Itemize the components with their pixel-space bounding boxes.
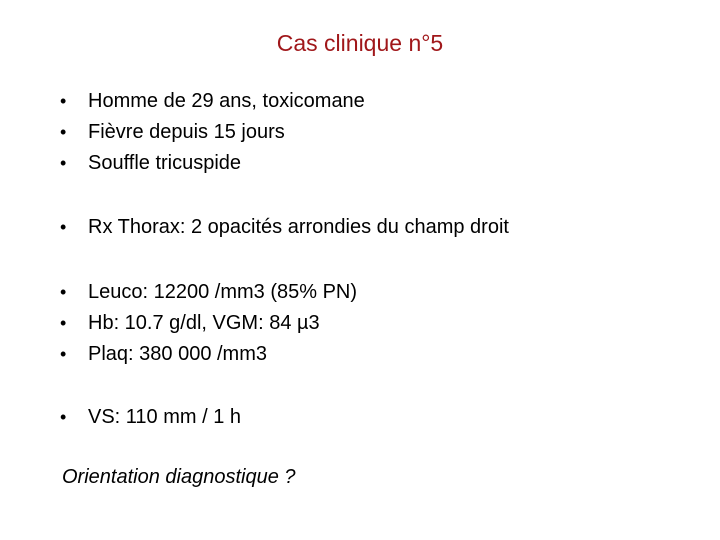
- list-item: [60, 212, 509, 243]
- list-item-text: Homme de 29 ans, toxicomane: [88, 90, 365, 112]
- list-item-text: Leuco: 12200 /mm3 (85% PN): [88, 281, 358, 303]
- bullet-icon: •: [60, 313, 67, 333]
- bullet-icon: •: [60, 407, 67, 427]
- patient-history-list: [60, 86, 365, 179]
- bullet-icon: •: [60, 344, 67, 364]
- bullet-icon: •: [60, 153, 67, 173]
- list-item: [60, 402, 241, 433]
- list-item-text: Fièvre depuis 15 jours: [88, 121, 285, 143]
- list-item-text: Souffle tricuspide: [88, 152, 242, 174]
- list-item: [60, 308, 357, 339]
- list-item: [60, 277, 357, 308]
- list-item-text: VS: 110 mm / 1 h: [88, 406, 242, 428]
- list-item-text: Hb: 10.7 g/dl, VGM: 84 µ3: [88, 312, 320, 334]
- blood-count-list: [60, 277, 357, 370]
- list-item: [60, 86, 365, 117]
- list-item: [60, 148, 365, 179]
- list-item: [60, 339, 357, 370]
- diagnostic-question: Orientation diagnostique ?: [62, 466, 296, 488]
- list-item: [60, 117, 365, 148]
- bullet-icon: •: [60, 91, 67, 111]
- bullet-icon: •: [60, 282, 67, 302]
- imaging-list: [60, 212, 509, 243]
- slide-title: Cas clinique n°5: [276, 30, 444, 56]
- list-item-text: Rx Thorax: 2 opacités arrondies du champ droit: [88, 216, 509, 238]
- bullet-icon: •: [60, 217, 67, 237]
- list-item-text: Plaq: 380 000 /mm3: [88, 343, 267, 365]
- bullet-icon: •: [60, 122, 67, 142]
- sedimentation-list: [60, 402, 241, 433]
